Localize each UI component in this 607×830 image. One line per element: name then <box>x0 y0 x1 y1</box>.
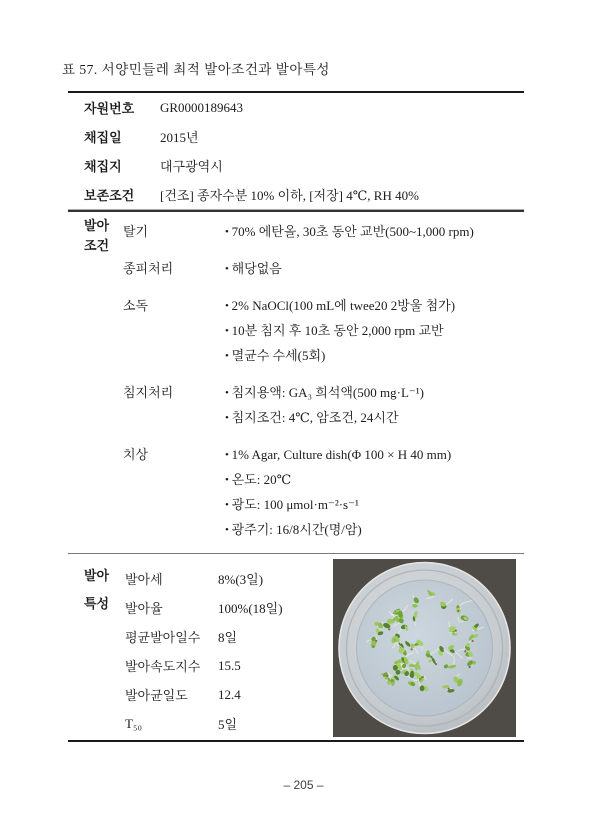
condition-bullet: • 침지조건: 4℃, 암조건, 24시간 <box>225 406 524 431</box>
section-header-line: 조건 <box>84 238 110 253</box>
row-label: 보존조건 <box>84 188 135 203</box>
row-label: 자원번호 <box>84 101 135 116</box>
condition-bullets <box>225 257 524 282</box>
condition-group <box>123 294 524 369</box>
condition-bullets <box>225 443 524 543</box>
row-label: 채집일 <box>84 130 122 145</box>
section-header <box>84 562 109 618</box>
condition-bullet: • 10분 침지 후 10초 동안 2,000 rpm 교반 <box>225 319 524 344</box>
table-row <box>68 93 524 122</box>
trait-label: 발아율 <box>125 601 163 616</box>
condition-group <box>123 443 524 543</box>
section-header-line: 발아 <box>84 218 110 233</box>
table-row <box>68 122 524 151</box>
row-value: 대구광역시 <box>160 159 223 174</box>
table-bottom-border <box>68 740 524 742</box>
trait-value: 5일 <box>218 717 238 732</box>
trait-label: 평균발아일수 <box>125 630 201 645</box>
trait-label: T₅₀ <box>125 715 143 731</box>
condition-bullet: • 해당없음 <box>225 257 524 282</box>
section-header <box>84 216 109 256</box>
table-caption: 표 57. 서양민들레 최적 발아조건과 발아특성 <box>62 62 330 77</box>
condition-bullet: • 광도: 100 μmol·m⁻²·s⁻¹ <box>225 493 524 518</box>
table-row <box>125 564 283 593</box>
condition-step-label: 탈기 <box>123 224 149 239</box>
table-row <box>68 180 524 209</box>
condition-step-label: 소독 <box>123 298 149 313</box>
trait-value: 8일 <box>218 630 238 645</box>
condition-group <box>123 257 524 282</box>
table-row <box>125 622 283 651</box>
condition-step-label: 치상 <box>123 447 149 462</box>
row-label: 채집지 <box>84 159 122 174</box>
table-row <box>125 680 283 709</box>
table-row <box>125 593 283 622</box>
trait-value: 100%(18일) <box>218 601 283 616</box>
table-row <box>125 651 283 680</box>
condition-bullet: • 멸균수 수세(5회) <box>225 344 524 369</box>
resource-info-section <box>68 93 524 209</box>
condition-bullet: • 침지용액: GA₃ 희석액(500 mg·L⁻¹) <box>225 381 524 406</box>
table-row <box>125 709 283 738</box>
condition-bullets <box>225 220 524 245</box>
germination-table <box>68 91 524 742</box>
trait-value: 8%(3일) <box>218 572 264 587</box>
trait-value: 12.4 <box>218 686 241 702</box>
section-header-line: 특성 <box>84 596 110 611</box>
condition-bullet: • 2% NaOCl(100 mL에 twee20 2방울 첨가) <box>225 294 524 319</box>
row-value: 2015년 <box>160 130 199 145</box>
condition-bullets <box>225 381 524 431</box>
petri-dish-photo <box>333 559 516 737</box>
condition-bullet: • 70% 에탄올, 30초 동안 교반(500~1,000 rpm) <box>225 220 524 245</box>
table-row <box>68 151 524 180</box>
condition-bullet: • 온도: 20℃ <box>225 468 524 493</box>
condition-step-label: 종피처리 <box>123 261 174 276</box>
trait-label: 발아세 <box>125 572 163 587</box>
trait-label: 발아균일도 <box>125 688 188 703</box>
condition-group <box>123 220 524 245</box>
germination-traits-section <box>68 554 524 740</box>
trait-value: 15.5 <box>218 657 241 673</box>
trait-label: 발아속도지수 <box>125 659 201 674</box>
traits-rows <box>125 564 283 738</box>
condition-group <box>123 381 524 431</box>
condition-bullet: • 1% Agar, Culture dish(Φ 100 × H 40 mm) <box>225 443 524 468</box>
germination-conditions-section <box>68 212 524 553</box>
section-header-line: 발아 <box>84 568 110 583</box>
row-value: GR0000189643 <box>160 99 244 115</box>
condition-bullets <box>225 294 524 369</box>
condition-step-label: 침지처리 <box>123 385 174 400</box>
row-value: [건조] 종자수분 10% 이하, [저장] 4℃, RH 40% <box>160 188 419 203</box>
condition-bullet: • 광주기: 16/8시간(명/암) <box>225 518 524 543</box>
page-number: – 205 – <box>283 778 324 792</box>
